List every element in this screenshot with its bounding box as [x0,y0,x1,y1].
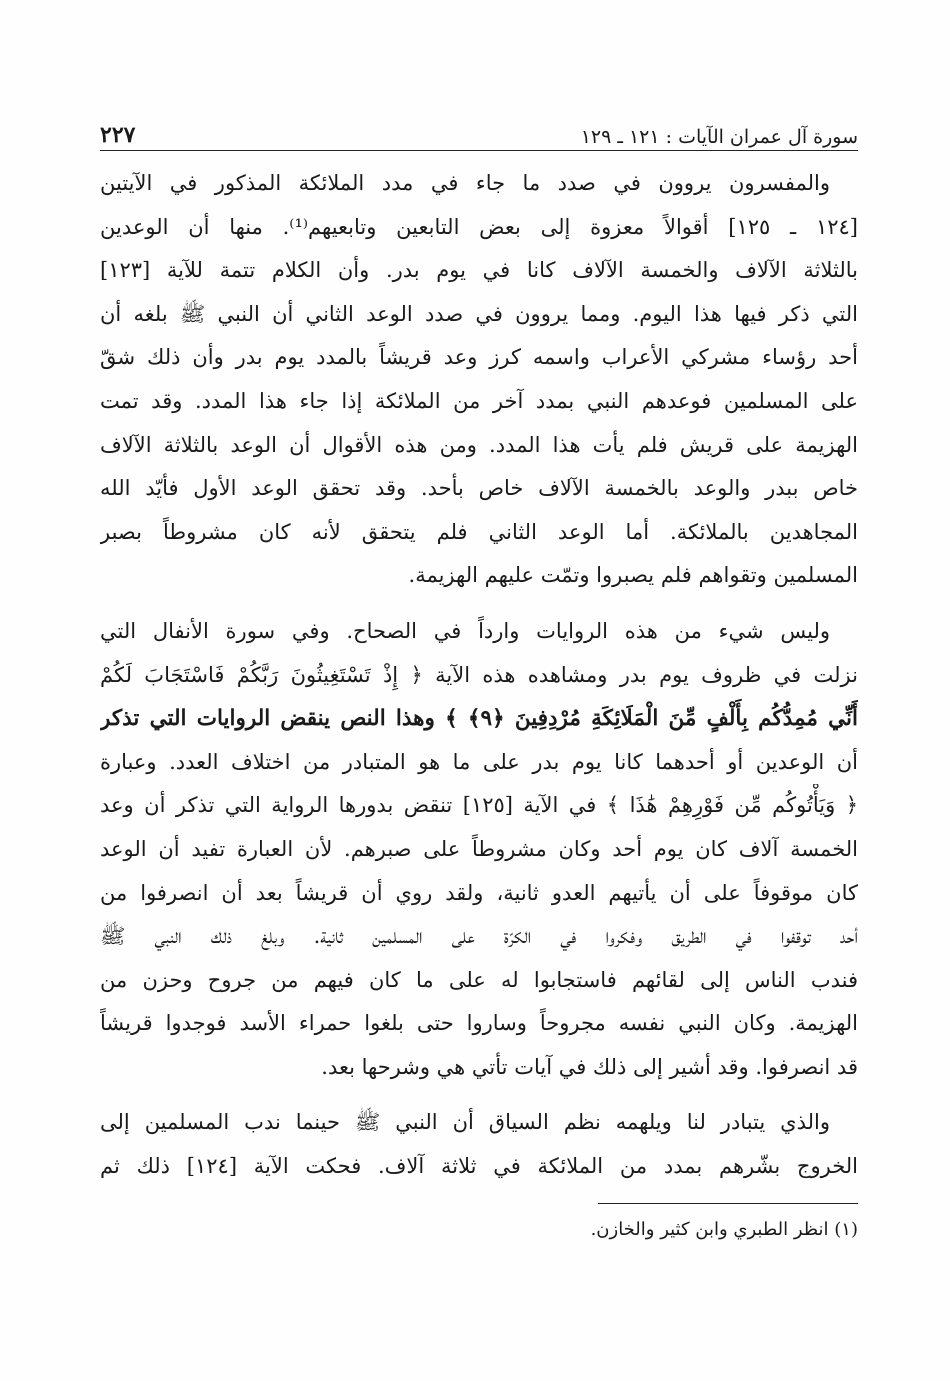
text-line: بالثلاثة الآلاف والخمسة الآلاف كانا في يوم بدر. وأن الكلام تتمة للآية [١٢٣] [100,258,858,283]
text-line-quran: أَنِّي مُمِدُّكُم بِأَلْفٍ مِّنَ الْمَلَائِكَةِ مُرْدِفِينَ ﴿٩﴾ ﴾ وهذا النص ينقض الروايات التي تذكر [100,706,858,732]
footnote-rule [598,1203,858,1204]
text-line: قد انصرفوا. وقد أشير إلى ذلك في آيات تأتي هي وشرحها بعد. [321,1054,858,1079]
text-line: الخمسة آلاف كان يوم أحد وكان مشروطاً على صبرهم. لأن العبارة تفيد أن الوعد [100,836,858,861]
footnote: (١) انظر الطبري وابن كثير والخازن. [590,1219,858,1240]
paragraph-2 [100,610,858,1090]
running-title: سورة آل عمران الآيات : ١٢١ ـ ١٢٩ [580,126,858,148]
text-line: الخروج بشّرهم بمدد من الملائكة في ثلاثة آلاف. فحكت الآية [١٢٤] ذلك ثم [100,1154,858,1179]
text-line-quran: ﴿ وَيَأْتُوكُم مِّن فَوْرِهِمْ هَٰذَا ﴾ في الآية [١٢٥] تنقض بدورها الرواية التي تذكر أن وعد [100,793,858,818]
text-line: فندب الناس إلى لقائهم فاستجابوا له على ما كان فيهم من جروح وحزن من [100,967,858,992]
text-line: المجاهدين بالملائكة. أما الوعد الثاني فلم يتحقق لأنه كان مشروطاً بصبر [100,519,858,544]
text-line: الهزيمة. وكان النبي نفسه مجروحاً وساروا حتى بلغوا حمراء الأسد فوجدوا قريشاً [100,1011,858,1036]
text-line: أحد رؤساء مشركي الأعراب واسمه كرز وعد قريشاً بالمدد يوم بدر وأن ذلك شقّ [100,345,858,370]
paragraph-3 [100,1101,858,1188]
main-text [100,162,858,1201]
text-line: المسلمين وتقواهم فلم يصبروا وتمّت عليهم الهزيمة. [408,563,858,588]
text-line: والذي يتبادر لنا ويلهمه نظم السياق أن النبي ﷺ حينما ندب المسلمين إلى [100,1110,830,1135]
text-line: [١٢٤ ـ ١٢٥] أقوالاً معزوة إلى بعض التابعين وتابعيهم⁽¹⁾. منها أن الوعدين [100,214,858,239]
header-rule [100,150,858,151]
page-header [100,108,858,148]
text-line: على المسلمين فوعدهم النبي بمدد آخر من الملائكة إذا جاء هذا المدد. وقد تمت [100,388,858,413]
text-line: أن الوعدين أو أحدهما كانا يوم بدر على ما هو المتبادر من اختلاف العدد. وعبارة [100,749,858,774]
text-line: خاص ببدر والوعد بالخمسة الآلاف خاص بأحد. وقد تحقق الوعد الأول فأيّد الله [100,476,858,501]
text-line: الهزيمة على قريش فلم يأت هذا المدد. ومن هذه الأقوال أن الوعد بالثلاثة الآلاف [100,432,858,457]
text-line: التي ذكر فيها هذا اليوم. ومما يروون في صدد الوعد الثاني أن النبي ﷺ بلغه أن [100,301,858,326]
text-line-quran: نزلت في ظروف يوم بدر ومشاهده هذه الآية ﴿ إِذْ تَسْتَغِيثُونَ رَبَّكُمْ فَاسْتَجَابَ لَكُمْ [100,662,858,687]
text-line: أحد توقفوا في الطريق وفكروا في الكرّة على المسلمين ثانية. وبلغ ذلك النبي ﷺ [100,924,858,949]
paragraph-1 [100,162,858,598]
page-number: ٢٢٧ [100,122,136,148]
text-line: وليس شيء من هذه الروايات وارداً في الصحاح. وفي سورة الأنفال التي [100,618,830,643]
text-line: والمفسرون يروون في صدد ما جاء في مدد الملائكة المذكور في الآيتين [100,171,830,195]
text-line: كان موقوفاً على أن يأتيهم العدو ثانية، ولقد روي أن قريشاً بعد أن انصرفوا من [100,880,858,905]
